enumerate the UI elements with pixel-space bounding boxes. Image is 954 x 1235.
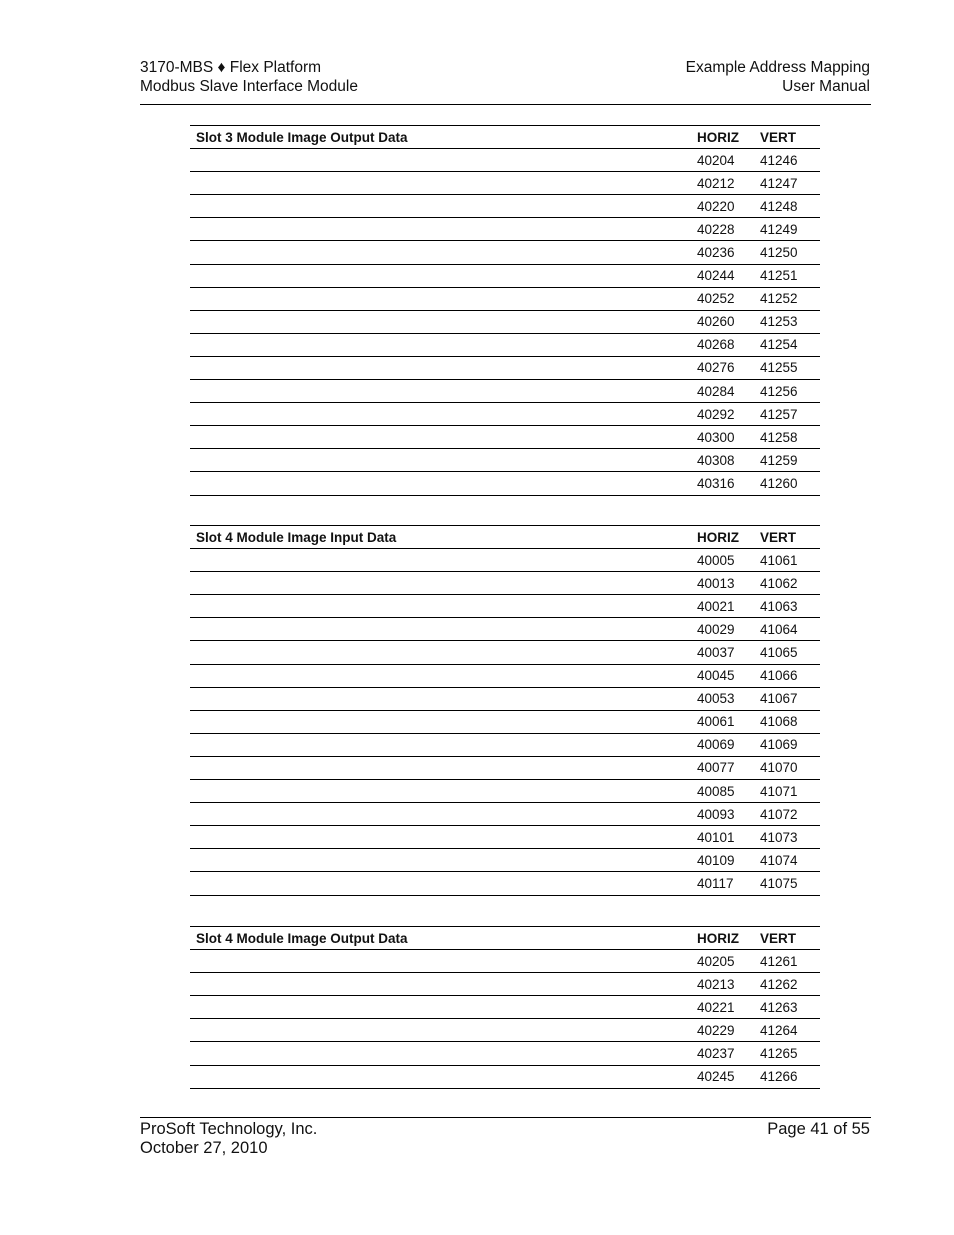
- description-cell: [190, 1042, 697, 1065]
- description-cell: [190, 264, 697, 287]
- table-row: [190, 333, 820, 356]
- vert-address-cell: 41250: [760, 241, 820, 264]
- description-cell: [190, 195, 697, 218]
- table-row: [190, 549, 820, 572]
- table-row: [190, 756, 820, 779]
- footer-divider: [140, 1117, 871, 1118]
- slot3-output-table: [190, 125, 820, 496]
- vert-address-cell: 41062: [760, 572, 820, 595]
- description-cell: [190, 149, 697, 172]
- horiz-address-cell: 40221: [697, 996, 760, 1019]
- vert-address-cell: 41253: [760, 310, 820, 333]
- horiz-address-cell: 40117: [697, 872, 760, 895]
- table-title: Slot 3 Module Image Output Data: [190, 126, 697, 149]
- table-row: [190, 241, 820, 264]
- vert-address-cell: 41263: [760, 996, 820, 1019]
- table-header-row: [190, 126, 820, 149]
- vert-address-cell: 41252: [760, 287, 820, 310]
- description-cell: [190, 472, 697, 495]
- table-header-row: [190, 526, 820, 549]
- horiz-address-cell: 40005: [697, 549, 760, 572]
- horiz-address-cell: 40252: [697, 287, 760, 310]
- slot4-output-table: [190, 926, 820, 1089]
- vert-address-cell: 41259: [760, 449, 820, 472]
- description-cell: [190, 241, 697, 264]
- slot4-input-table: [190, 525, 820, 896]
- table-row: [190, 287, 820, 310]
- vert-address-cell: 41065: [760, 641, 820, 664]
- table-title: Slot 4 Module Image Input Data: [190, 526, 697, 549]
- table-row: [190, 733, 820, 756]
- horiz-address-cell: 40316: [697, 472, 760, 495]
- vert-address-cell: 41073: [760, 826, 820, 849]
- table-row: [190, 826, 820, 849]
- vert-address-cell: 41063: [760, 595, 820, 618]
- page-number: Page 41 of 55: [767, 1120, 870, 1138]
- horiz-address-cell: 40229: [697, 1019, 760, 1042]
- page-footer-left: [140, 1120, 317, 1158]
- description-cell: [190, 310, 697, 333]
- horiz-address-cell: 40284: [697, 380, 760, 403]
- description-cell: [190, 826, 697, 849]
- horiz-address-cell: 40204: [697, 149, 760, 172]
- description-cell: [190, 595, 697, 618]
- table-row: [190, 403, 820, 426]
- table-row: [190, 710, 820, 733]
- horiz-address-cell: 40237: [697, 1042, 760, 1065]
- horiz-address-cell: 40101: [697, 826, 760, 849]
- vert-address-cell: 41072: [760, 803, 820, 826]
- description-cell: [190, 803, 697, 826]
- table-row: [190, 595, 820, 618]
- horiz-address-cell: 40085: [697, 780, 760, 803]
- product-subtitle: Modbus Slave Interface Module: [140, 78, 358, 95]
- description-cell: [190, 1019, 697, 1042]
- table-row: [190, 572, 820, 595]
- description-cell: [190, 973, 697, 996]
- table-row: [190, 1065, 820, 1088]
- table-row: [190, 264, 820, 287]
- vert-address-cell: 41066: [760, 664, 820, 687]
- column-header-vert: VERT: [760, 927, 820, 950]
- column-header-vert: VERT: [760, 526, 820, 549]
- horiz-address-cell: 40220: [697, 195, 760, 218]
- description-cell: [190, 733, 697, 756]
- vert-address-cell: 41071: [760, 780, 820, 803]
- vert-address-cell: 41264: [760, 1019, 820, 1042]
- description-cell: [190, 218, 697, 241]
- horiz-address-cell: 40029: [697, 618, 760, 641]
- horiz-address-cell: 40061: [697, 710, 760, 733]
- vert-address-cell: 41075: [760, 872, 820, 895]
- vert-address-cell: 41069: [760, 733, 820, 756]
- vert-address-cell: 41262: [760, 973, 820, 996]
- table-row: [190, 687, 820, 710]
- horiz-address-cell: 40292: [697, 403, 760, 426]
- vert-address-cell: 41249: [760, 218, 820, 241]
- description-cell: [190, 687, 697, 710]
- table-row: [190, 449, 820, 472]
- column-header-horiz: HORIZ: [697, 927, 760, 950]
- description-cell: [190, 780, 697, 803]
- description-cell: [190, 849, 697, 872]
- vert-address-cell: 41068: [760, 710, 820, 733]
- vert-address-cell: 41248: [760, 195, 820, 218]
- vert-address-cell: 41261: [760, 950, 820, 973]
- table-row: [190, 849, 820, 872]
- page-header-right: [686, 58, 870, 96]
- horiz-address-cell: 40245: [697, 1065, 760, 1088]
- section-title: Example Address Mapping: [685, 59, 870, 76]
- horiz-address-cell: 40053: [697, 687, 760, 710]
- horiz-address-cell: 40228: [697, 218, 760, 241]
- description-cell: [190, 572, 697, 595]
- horiz-address-cell: 40260: [697, 310, 760, 333]
- vert-address-cell: 41064: [760, 618, 820, 641]
- description-cell: [190, 641, 697, 664]
- horiz-address-cell: 40093: [697, 803, 760, 826]
- vert-address-cell: 41251: [760, 264, 820, 287]
- horiz-address-cell: 40268: [697, 333, 760, 356]
- description-cell: [190, 950, 697, 973]
- description-cell: [190, 426, 697, 449]
- table-row: [190, 803, 820, 826]
- horiz-address-cell: 40300: [697, 426, 760, 449]
- vert-address-cell: 41260: [760, 472, 820, 495]
- table-title: Slot 4 Module Image Output Data: [190, 927, 697, 950]
- description-cell: [190, 549, 697, 572]
- vert-address-cell: 41266: [760, 1065, 820, 1088]
- table-row: [190, 149, 820, 172]
- vert-address-cell: 41067: [760, 687, 820, 710]
- table-row: [190, 380, 820, 403]
- table-row: [190, 780, 820, 803]
- description-cell: [190, 710, 697, 733]
- vert-address-cell: 41257: [760, 403, 820, 426]
- description-cell: [190, 449, 697, 472]
- description-cell: [190, 403, 697, 426]
- description-cell: [190, 664, 697, 687]
- table-row: [190, 996, 820, 1019]
- table-row: [190, 472, 820, 495]
- document-type: User Manual: [782, 78, 870, 95]
- table-row: [190, 872, 820, 895]
- table-row: [190, 218, 820, 241]
- description-cell: [190, 172, 697, 195]
- table-header-row: [190, 927, 820, 950]
- vert-address-cell: 41070: [760, 756, 820, 779]
- description-cell: [190, 872, 697, 895]
- table-row: [190, 618, 820, 641]
- table-row: [190, 195, 820, 218]
- column-header-horiz: HORIZ: [697, 526, 760, 549]
- horiz-address-cell: 40077: [697, 756, 760, 779]
- horiz-address-cell: 40244: [697, 264, 760, 287]
- description-cell: [190, 287, 697, 310]
- table-row: [190, 1019, 820, 1042]
- description-cell: [190, 380, 697, 403]
- vert-address-cell: 41246: [760, 149, 820, 172]
- vert-address-cell: 41265: [760, 1042, 820, 1065]
- horiz-address-cell: 40213: [697, 973, 760, 996]
- description-cell: [190, 1065, 697, 1088]
- product-title: 3170-MBS ♦ Flex Platform: [140, 59, 322, 76]
- page-footer-right: [767, 1120, 870, 1139]
- description-cell: [190, 618, 697, 641]
- vert-address-cell: 41256: [760, 380, 820, 403]
- page-header-left: [140, 58, 358, 96]
- column-header-horiz: HORIZ: [697, 126, 760, 149]
- table-row: [190, 950, 820, 973]
- description-cell: [190, 356, 697, 379]
- column-header-vert: VERT: [760, 126, 820, 149]
- description-cell: [190, 333, 697, 356]
- horiz-address-cell: 40109: [697, 849, 760, 872]
- horiz-address-cell: 40276: [697, 356, 760, 379]
- vert-address-cell: 41258: [760, 426, 820, 449]
- horiz-address-cell: 40308: [697, 449, 760, 472]
- horiz-address-cell: 40236: [697, 241, 760, 264]
- company-name: ProSoft Technology, Inc.: [140, 1120, 318, 1138]
- description-cell: [190, 756, 697, 779]
- table-row: [190, 641, 820, 664]
- horiz-address-cell: 40045: [697, 664, 760, 687]
- table-row: [190, 426, 820, 449]
- table-row: [190, 172, 820, 195]
- vert-address-cell: 41247: [760, 172, 820, 195]
- description-cell: [190, 996, 697, 1019]
- horiz-address-cell: 40021: [697, 595, 760, 618]
- publication-date: October 27, 2010: [140, 1139, 268, 1157]
- horiz-address-cell: 40069: [697, 733, 760, 756]
- table-row: [190, 664, 820, 687]
- horiz-address-cell: 40013: [697, 572, 760, 595]
- table-row: [190, 1042, 820, 1065]
- header-divider: [140, 104, 871, 105]
- table-row: [190, 973, 820, 996]
- horiz-address-cell: 40037: [697, 641, 760, 664]
- vert-address-cell: 41254: [760, 333, 820, 356]
- vert-address-cell: 41061: [760, 549, 820, 572]
- table-row: [190, 356, 820, 379]
- vert-address-cell: 41074: [760, 849, 820, 872]
- vert-address-cell: 41255: [760, 356, 820, 379]
- horiz-address-cell: 40205: [697, 950, 760, 973]
- table-row: [190, 310, 820, 333]
- horiz-address-cell: 40212: [697, 172, 760, 195]
